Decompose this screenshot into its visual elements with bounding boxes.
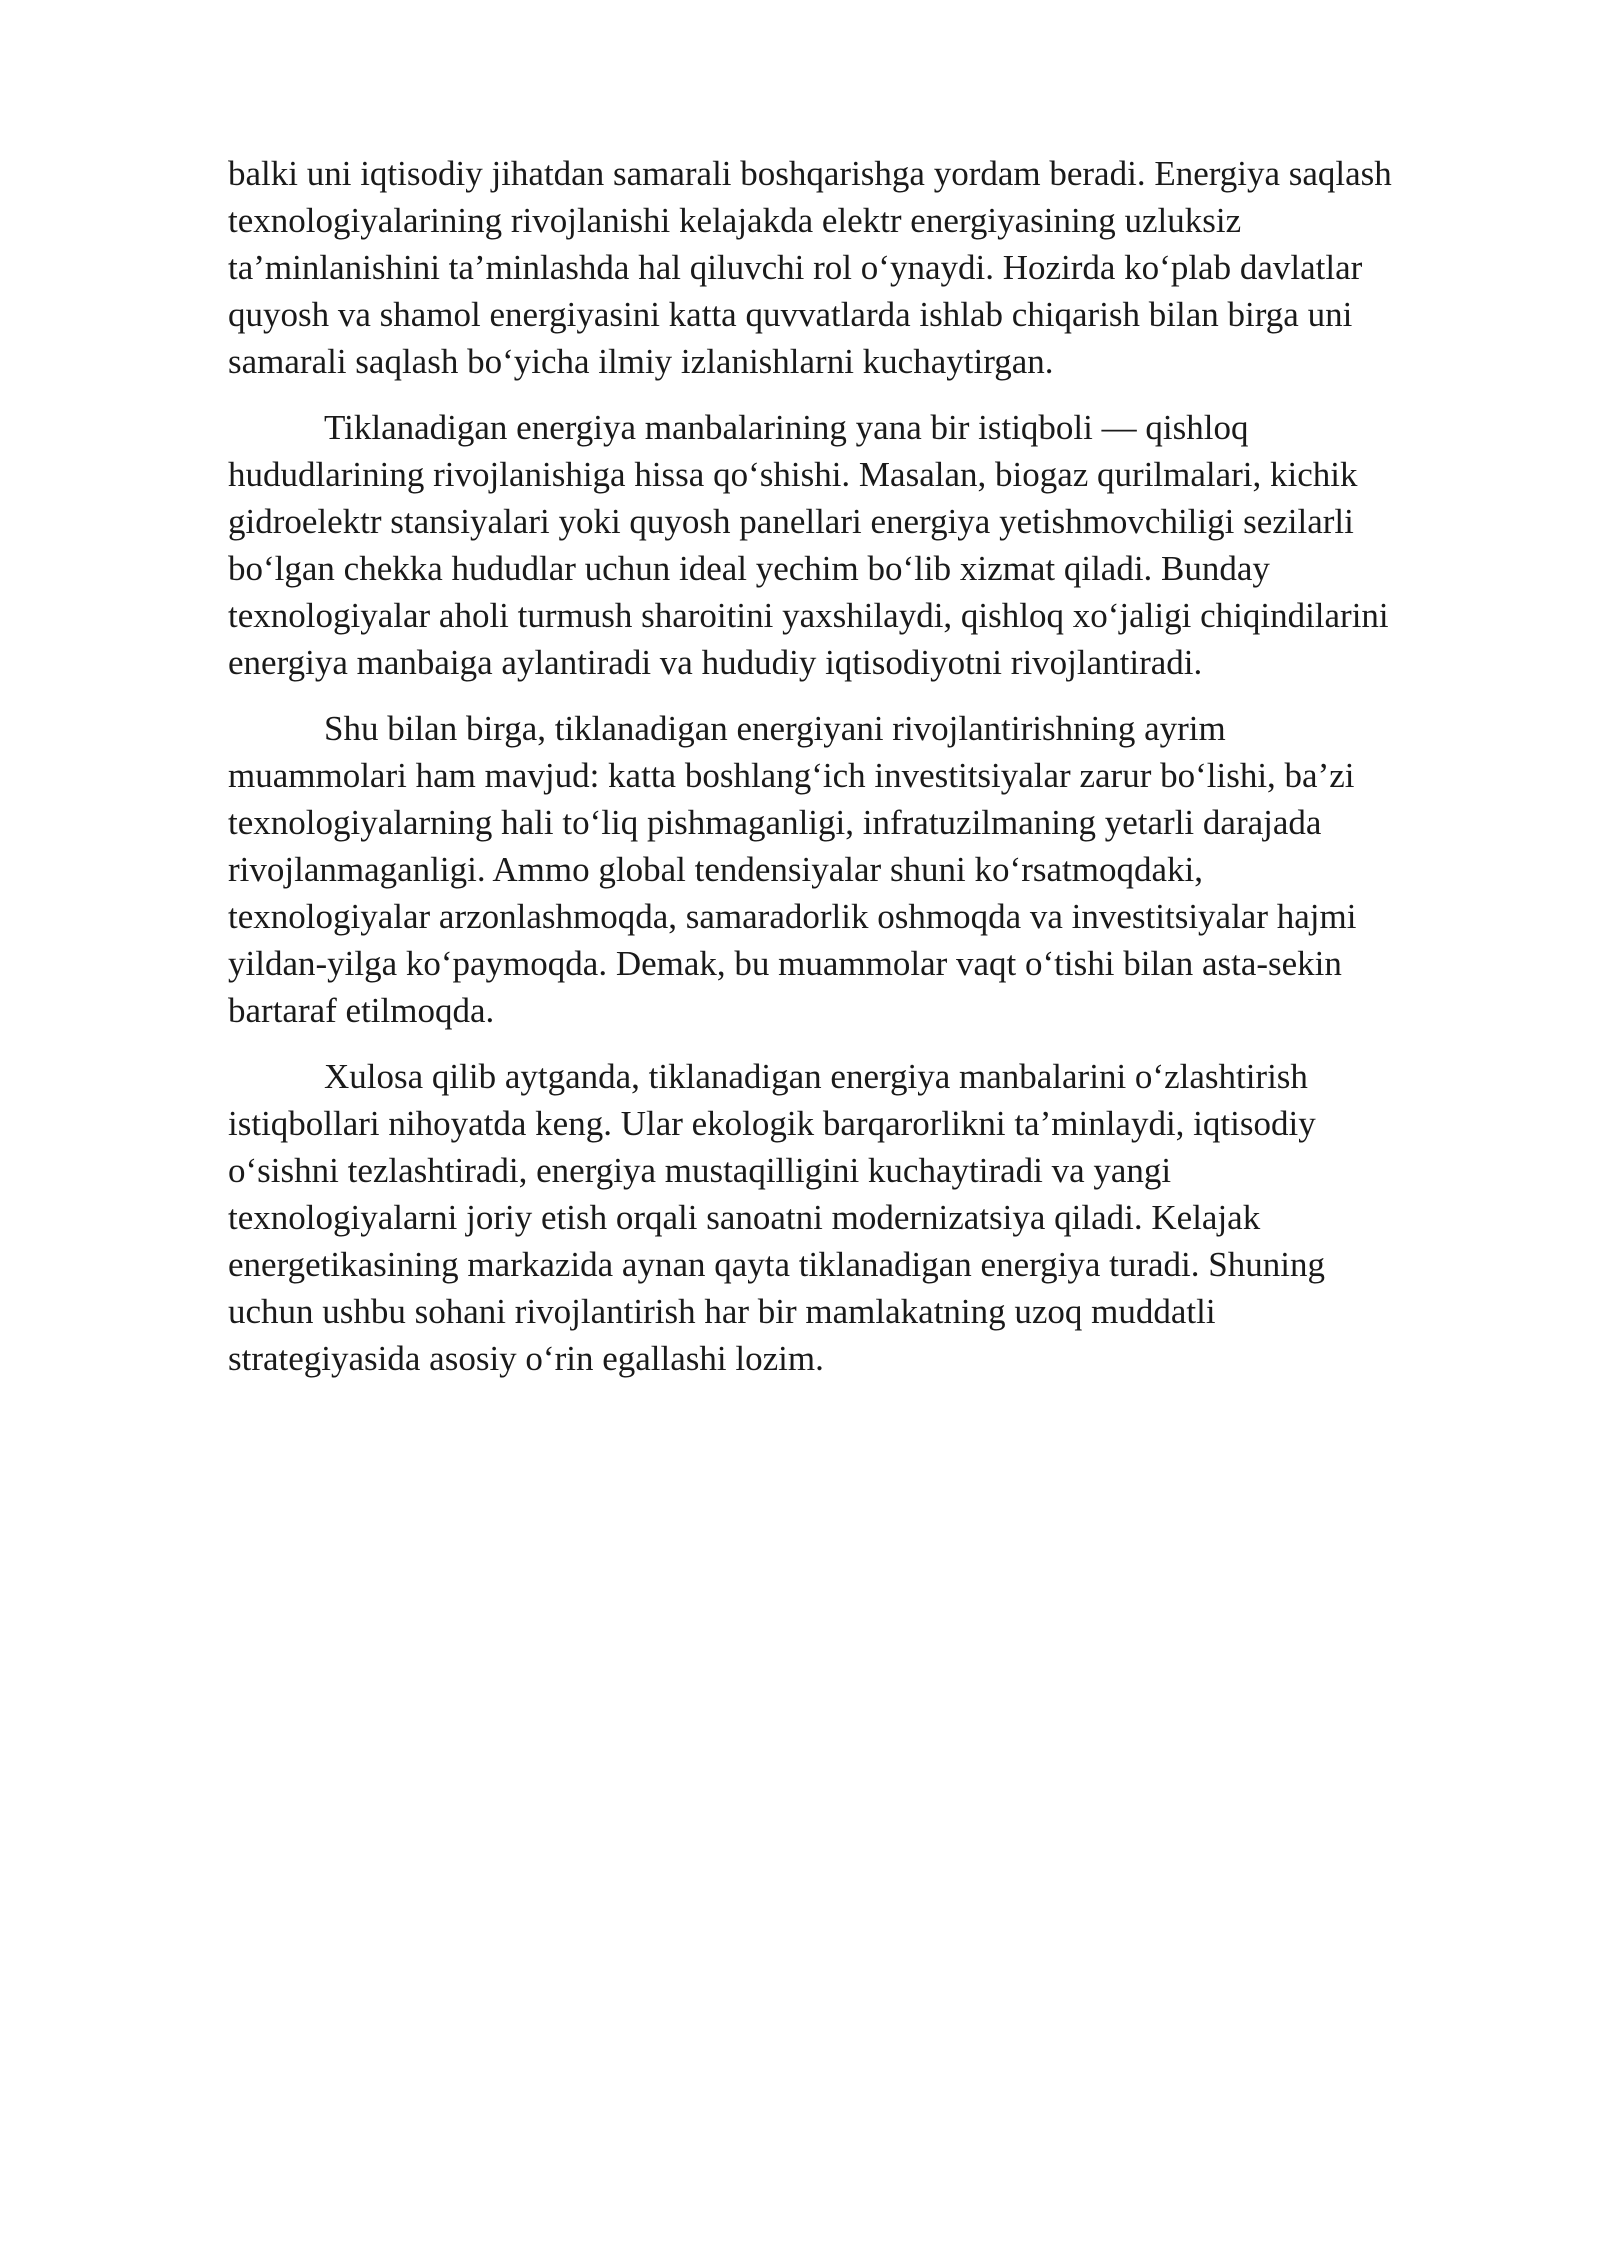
document-body	[228, 150, 1490, 1401]
paragraph-rural-development: Tiklanadigan energiya manbalarining yana bir istiqboli — qishloq hududlarining rivojlanishiga hissa qo‘shishi. Masalan, biogaz qurilmalari, kichik gidroelektr stansiyalari yoki quyosh panellari energiya yetishmovchiligi sezilarli bo‘lgan chekka hududlar uchun ideal yechim bo‘lib xizmat qiladi. Bunday texnologiyalar aholi turmush sharoitini yaxshilaydi, qishloq xo‘jaligi chiqindilarini energiya manbaiga aylantiradi va hududiy iqtisodiyotni rivojlantiradi.	[228, 408, 1389, 682]
paragraph-conclusion: Xulosa qilib aytganda, tiklanadigan energiya manbalarini o‘zlashtirish istiqbollari nihoyatda keng. Ular ekologik barqarorlikni ta’minlaydi, iqtisodiy o‘sishni tezlashtiradi, energiya mustaqilligini kuchaytiradi va yangi texnologiyalarni joriy etish orqali sanoatni modernizatsiya qiladi. Kelajak energetikasining markazida aynan qayta tiklanadigan energiya turadi. Shuning uchun ushbu sohani rivojlantirish har bir mamlakatning uzoq muddatli strategiyasida asosiy o‘rin egallashi lozim.	[228, 1057, 1325, 1378]
paragraph-continuation: balki uni iqtisodiy jihatdan samarali boshqarishga yordam beradi. Energiya saqlash texnologiyalarining rivojlanishi kelajakda elektr energiyasining uzluksiz ta’minlanishini ta’minlashda hal qiluvchi rol o‘ynaydi. Hozirda ko‘plab davlatlar quyosh va shamol energiyasini katta quvvatlarda ishlab chiqarish bilan birga uni samarali saqlash bo‘yicha ilmiy izlanishlarni kuchaytirgan.	[228, 154, 1392, 381]
paragraph-challenges: Shu bilan birga, tiklanadigan energiyani rivojlantirishning ayrim muammolari ham mavjud: katta boshlang‘ich investitsiyalar zarur bo‘lishi, ba’zi texnologiyalarning hali to‘liq pishmaganligi, infratuzilmaning yetarli darajada rivojlanmaganligi. Ammo global tendensiyalar shuni ko‘rsatmoqdaki, texnologiyalar arzonlashmoqda, samaradorlik oshmoqda va investitsiyalar hajmi yildan-yilga ko‘paymoqda. Demak, bu muammolar vaqt o‘tishi bilan asta-sekin bartaraf etilmoqda.	[228, 709, 1357, 1030]
